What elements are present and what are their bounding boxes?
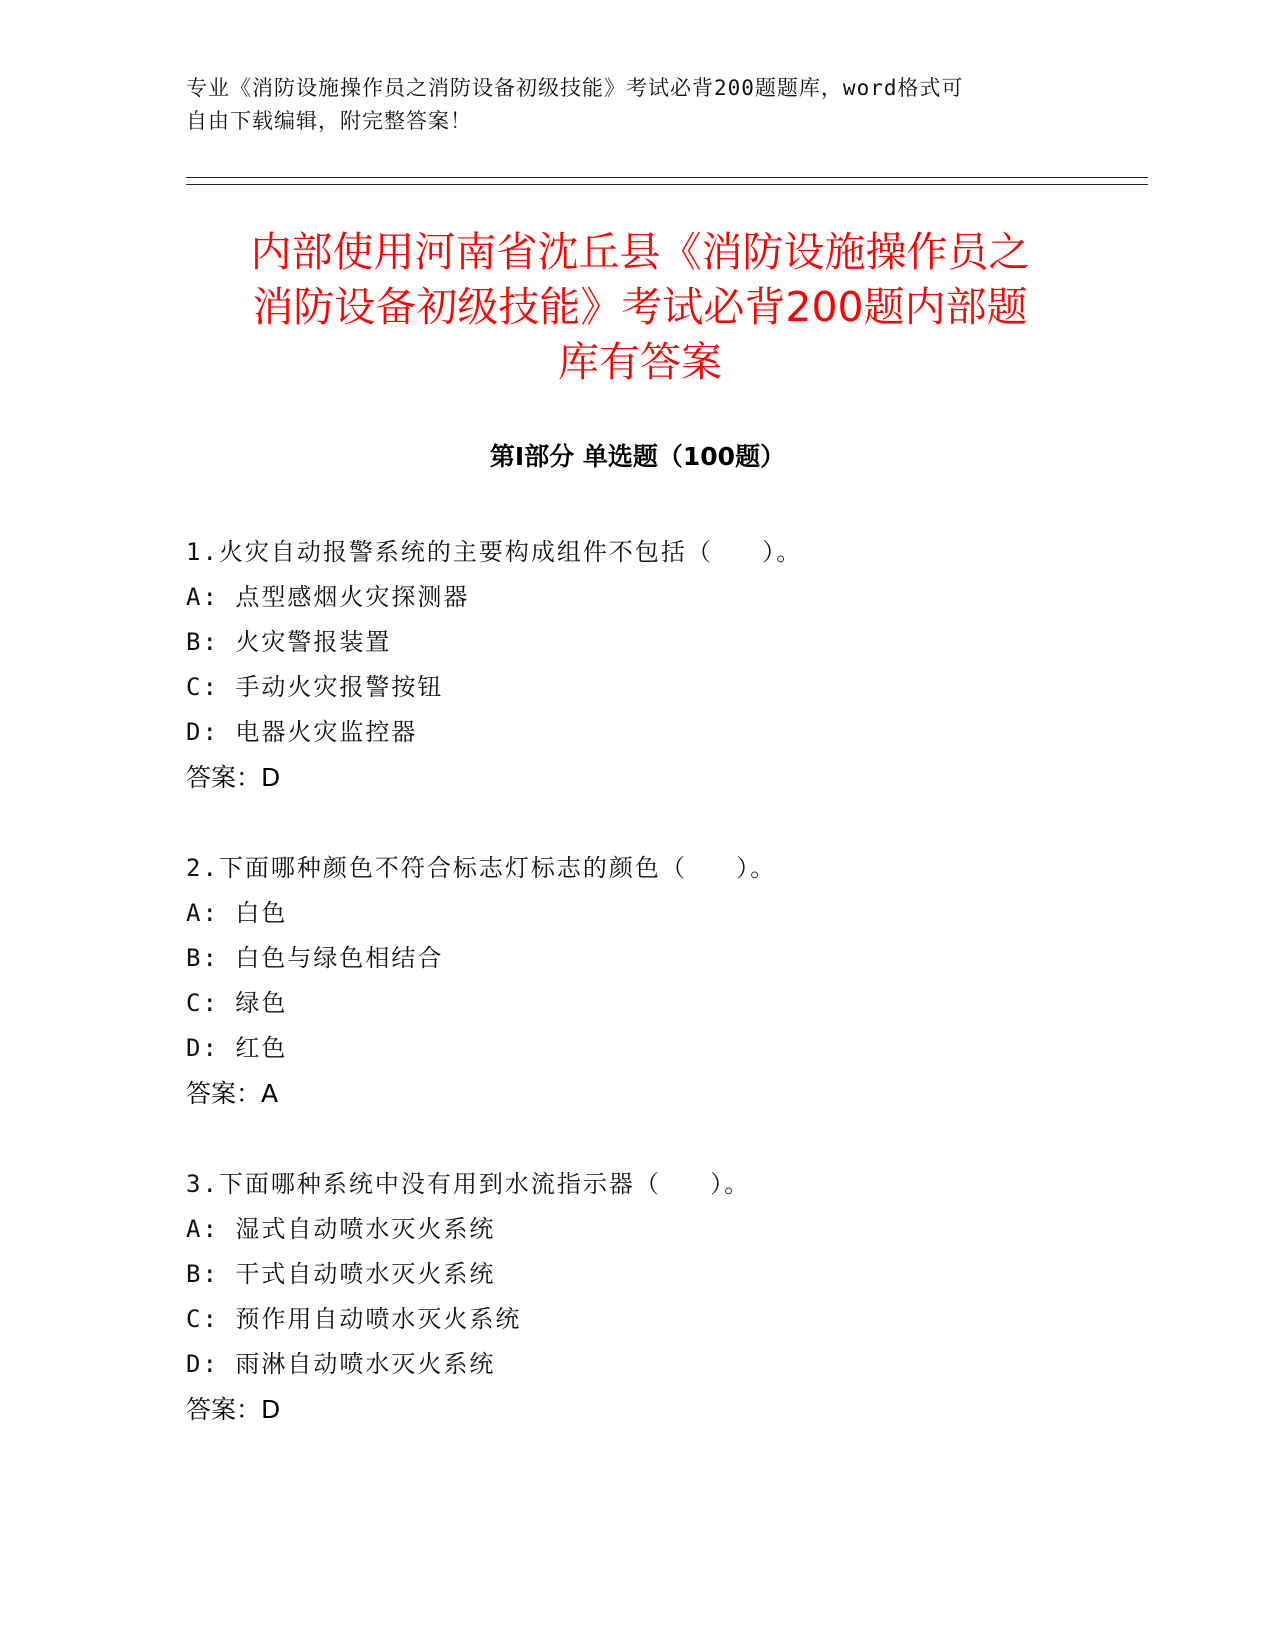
option-b: B: 白色与绿色相结合 [186, 944, 444, 972]
answer-line: 答案：A [186, 1079, 279, 1108]
option-d: D: 红色 [186, 1034, 288, 1062]
question-item [186, 1162, 1146, 1432]
option-c: C: 绿色 [186, 989, 288, 1017]
question-item [186, 846, 1146, 1116]
option-a: A: 白色 [186, 899, 288, 927]
option-a: A: 湿式自动喷水灭火系统 [186, 1215, 496, 1243]
section-heading: 第I部分 单选题（100题） [489, 442, 786, 471]
question-stem: 1.火灾自动报警系统的主要构成组件不包括（ ）。 [186, 538, 803, 566]
option-c: C: 手动火灾报警按钮 [186, 673, 444, 701]
question-stem: 2.下面哪种颜色不符合标志灯标志的颜色（ ）。 [186, 854, 777, 882]
option-d: D: 雨淋自动喷水灭火系统 [186, 1350, 496, 1378]
question-stem: 3.下面哪种系统中没有用到水流指示器（ ）。 [186, 1170, 751, 1198]
header-divider-bottom [186, 184, 1148, 185]
document-title: 内部使用河南省沈丘县《消防设施操作员之 消防设备初级技能》考试必背200题内部题 库有答案 [250, 228, 1030, 386]
question-list [186, 530, 1146, 1478]
option-d: D: 电器火灾监控器 [186, 718, 418, 746]
answer-line: 答案：D [186, 1395, 281, 1424]
header-note: 专业《消防设施操作员之消防设备初级技能》考试必背200题题库，word格式可 自由下载编辑，附完整答案！ [186, 76, 964, 133]
answer-line: 答案：D [186, 763, 281, 792]
question-item [186, 530, 1146, 800]
option-b: B: 干式自动喷水灭火系统 [186, 1260, 496, 1288]
option-a: A: 点型感烟火灾探测器 [186, 583, 470, 611]
option-c: C: 预作用自动喷水灭火系统 [186, 1305, 522, 1333]
header-divider-top [186, 177, 1148, 178]
option-b: B: 火灾警报装置 [186, 628, 392, 656]
